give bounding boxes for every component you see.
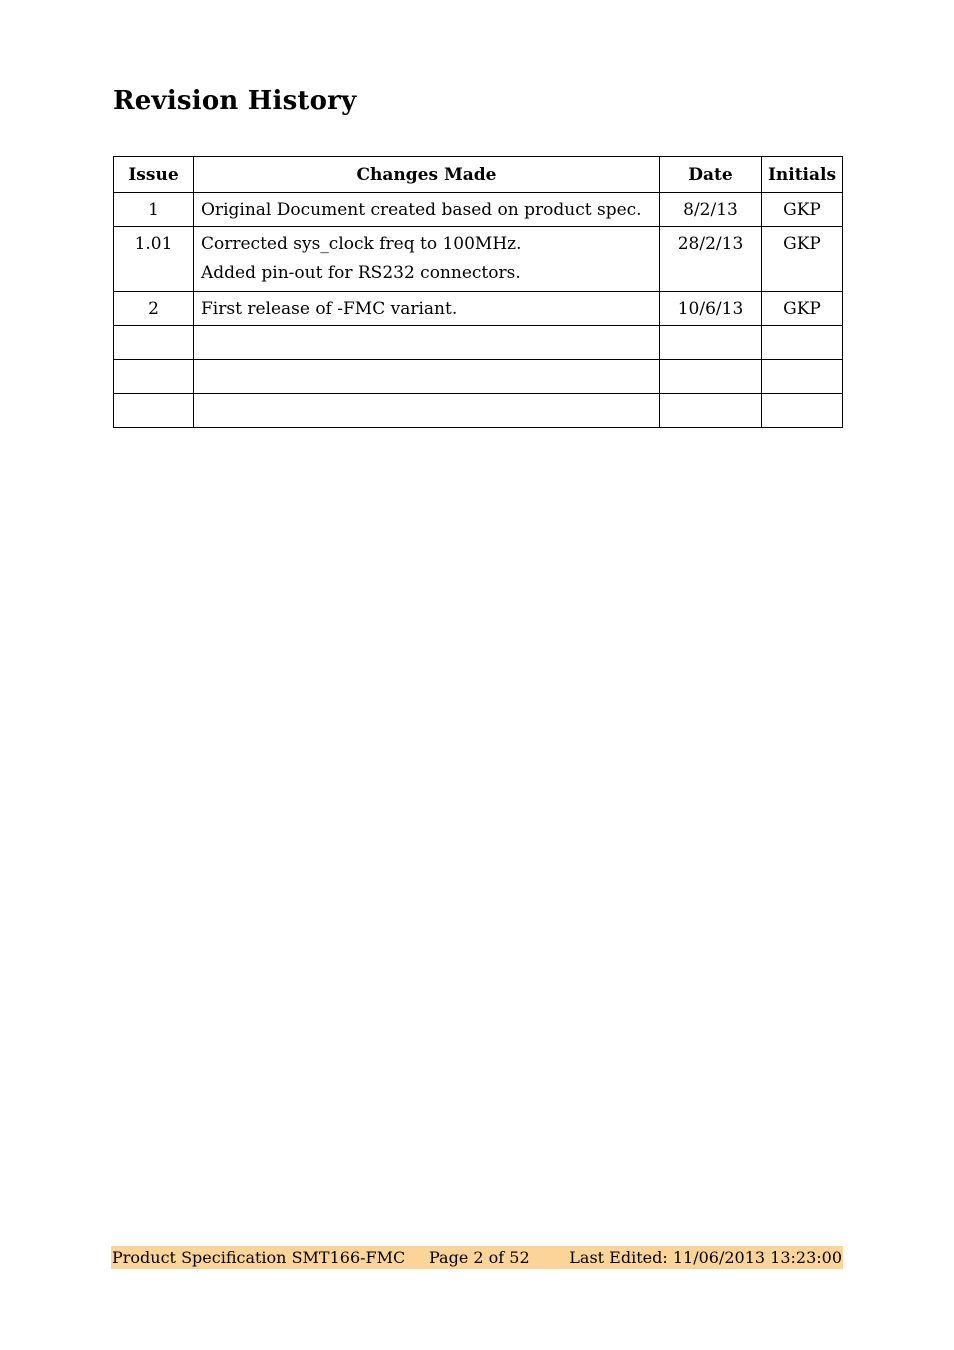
footer-page-number: Page 2 of 52 xyxy=(429,1248,530,1267)
initials-cell xyxy=(762,326,843,360)
change-line: First release of -FMC variant. xyxy=(201,299,458,319)
changes-cell xyxy=(194,227,660,292)
table-row xyxy=(114,227,843,292)
issue-cell xyxy=(114,326,194,360)
issue-cell: 1 xyxy=(114,193,194,227)
initials-cell xyxy=(762,394,843,428)
table-row xyxy=(114,193,843,227)
date-cell: 8/2/13 xyxy=(660,193,762,227)
header-changes-made: Changes Made xyxy=(194,157,660,193)
initials-cell: GKP xyxy=(762,292,843,326)
date-cell xyxy=(660,326,762,360)
issue-cell: 2 xyxy=(114,292,194,326)
date-cell: 28/2/13 xyxy=(660,227,762,292)
date-cell: 10/6/13 xyxy=(660,292,762,326)
table-row xyxy=(114,360,843,394)
issue-cell: 1.01 xyxy=(114,227,194,292)
change-line: Original Document created based on product spec. xyxy=(201,200,642,220)
change-line: Added pin-out for RS232 connectors. xyxy=(201,263,521,283)
table-row xyxy=(114,326,843,360)
change-line: Corrected sys_clock freq to 100MHz. xyxy=(201,234,522,254)
issue-cell xyxy=(114,394,194,428)
table-row xyxy=(114,394,843,428)
changes-cell xyxy=(194,394,660,428)
header-issue: Issue xyxy=(114,157,194,193)
table-header-row xyxy=(114,157,843,193)
date-cell xyxy=(660,394,762,428)
changes-cell xyxy=(194,193,660,227)
changes-cell xyxy=(194,326,660,360)
table-row xyxy=(114,292,843,326)
header-date: Date xyxy=(660,157,762,193)
page-title: Revision History xyxy=(113,86,357,116)
header-initials: Initials xyxy=(762,157,843,193)
revision-table xyxy=(113,156,843,428)
initials-cell xyxy=(762,360,843,394)
initials-cell: GKP xyxy=(762,193,843,227)
page-footer xyxy=(111,1246,843,1269)
changes-cell xyxy=(194,292,660,326)
changes-cell xyxy=(194,360,660,394)
footer-product: Product Specification SMT166-FMC xyxy=(112,1248,406,1267)
date-cell xyxy=(660,360,762,394)
initials-cell: GKP xyxy=(762,227,843,292)
issue-cell xyxy=(114,360,194,394)
footer-last-edited: Last Edited: 11/06/2013 13:23:00 xyxy=(569,1248,842,1267)
